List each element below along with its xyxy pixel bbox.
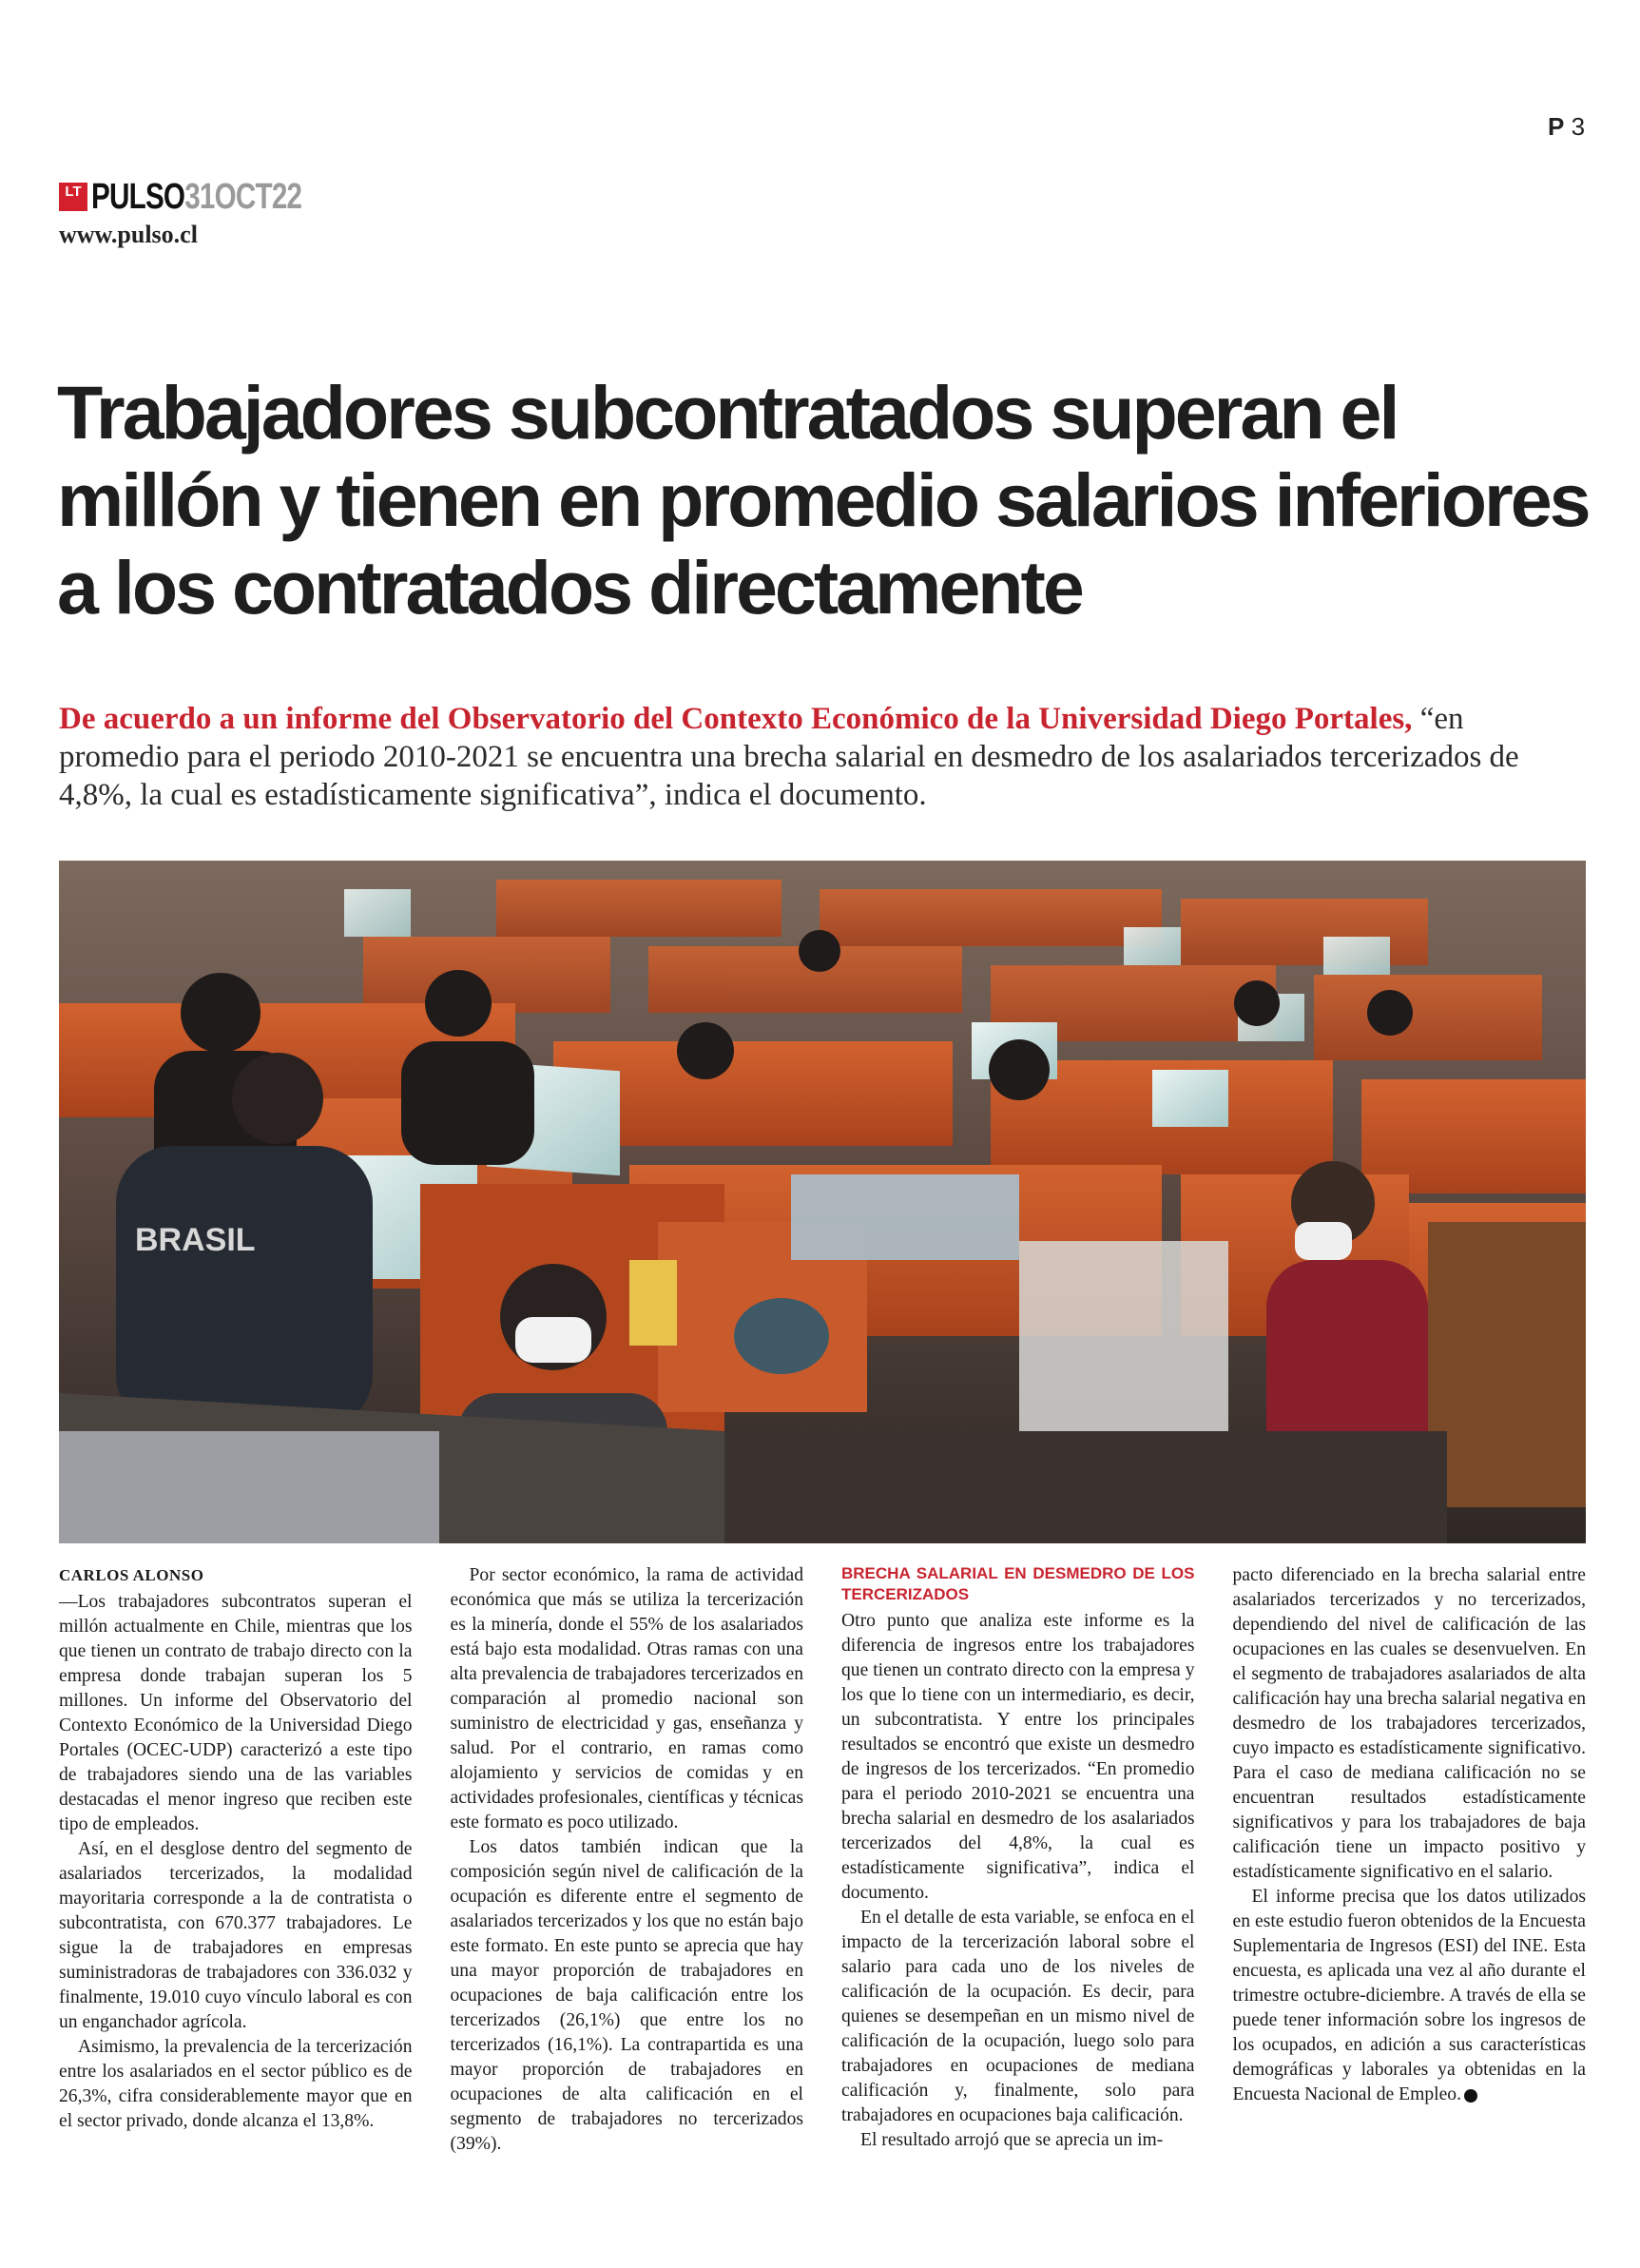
paragraph: Los datos también indican que la composición según nivel de calificación de la ocupación es diferente entre el segmento de asalariados tercerizados y los que no están bajo este formato. En este punto se aprecia que hay una mayor proporción de trabajadores en ocupaciones de baja calificación entre los tercerizados (26,1%) que entre los no tercerizados (16,1%). La contrapartida es una mayor proporción de trabajadores en ocupaciones de alta calificación en el segmento de trabajadores no tercerizados (39%). [450, 1837, 803, 2154]
column-3 [841, 1563, 1195, 2157]
end-mark-icon: P [1464, 2089, 1477, 2103]
column-1 [59, 1563, 413, 2157]
paragraph: pacto diferenciado en la brecha salarial entre asalariados tercerizados y no tercerizados, dependiendo del nivel de calificación de las ocupaciones en las cuales se desenvuelven. En el segmento de trabajadores asalariados de alta calificación hay una brecha salarial negativa en desmedro de los trabajadores tercerizados, cuyo impacto es estadísticamente significativo. Para el caso de mediana calificación no se encuentran resultados estadísticamente significativos y para los trabajadores de baja calificación tiene un impacto positivo y estadísticamente significativo en el salario. [1232, 1565, 1586, 1882]
shirt-text: BRASIL [135, 1222, 256, 1258]
column-2 [451, 1563, 804, 2157]
page-number: P 3 [1548, 112, 1586, 141]
deck-rest: “en promedio para el periodo 2010-2021 se encuentra una brecha salarial en desmedro de los asalariados tercerizados de 4,8%, la cual es estadísticamente significativa”, indica el documento. [59, 702, 1519, 812]
paragraph: —Los trabajadores subcontratos superan el millón actualmente en Chile, mientras que los que tienen un contrato de trabajo directo con la empresa donde trabajan superan los 5 millones. Un informe del Observatorio del Contexto Económico de la Universidad Diego Portales (OCEC-UDP) caracterizó a este tipo de trabajadores siendo una de las variables destacadas el menor ingreso que reciben este tipo de empleados. [59, 1592, 413, 1834]
byline: CARLOS ALONSO [59, 1566, 204, 1584]
deck [59, 700, 1590, 814]
edition-date: 31OCT22 [184, 176, 302, 217]
paragraph: Así, en el desglose dentro del segmento de asalariados tercerizados, la modalidad mayoritaria corresponde a la de contratista o subcontratista, con 670.377 trabajadores. Le sigue la de trabajadores en empresas suministradoras de trabajadores con 336.032 y finalmente, 19.010 cuyo vínculo laboral es con un enganchador agrícola. [59, 1839, 413, 2032]
paragraph: Asimismo, la prevalencia de la tercerización entre los asalariados en el sector público es de 26,3%, cifra considerablemente mayor que en el sector privado, donde alcanza el 13,8%. [59, 2037, 413, 2131]
paragraph: Por sector económico, la rama de actividad económica que más se utiliza la tercerización es la minería, donde el 55% de los asalariados está bajo esta modalidad. Otras ramas con una alta prevalencia de trabajadores tercerizados en comparación al promedio nacional son suministro de electricidad y gas, enseñanza y salud. Por el contrario, en ramas como alojamiento y servicios de comidas y en actividades profesionales, científicas y técnicas este formato es poco utilizado. [450, 1565, 803, 1832]
masthead [59, 176, 361, 217]
subhead: BRECHA SALARIAL EN DESMEDRO DE LOS TERCERIZADOS [841, 1564, 1195, 1603]
headline: Trabajadores subcontratados superan el millón y tienen en promedio salarios inferiores a los contratados directamente [57, 370, 1589, 630]
paragraph: Otro punto que analiza este informe es la diferencia de ingresos entre los trabajadores que tienen un contrato directo con la empresa y los que lo tiene con un intermediario, es decir, un subcontratista. Y entre los principales resultados se encontró que existe un desmedro de ingresos de los tercerizados. “En promedio para el periodo 2010-2021 se encuentra una brecha salarial en desmedro de los asalariados tercerizados del 4,8%, la cual es estadísticamente significativa”, indica el documento. [841, 1611, 1195, 1903]
website-url[interactable]: www.pulso.cl [59, 221, 198, 248]
paragraph: El informe precisa que los datos utilizados en este estudio fueron obtenidos de la Encuesta Suplementaria de Ingresos (ESI) del INE. Esta encuesta, es aplicada una vez al año durante el trimestre octubre-diciembre. A través de ella se puede tener información sobre los ingresos de los ocupados, en adición a sus características demográficas y laborales ya obtenidas en la Encuesta Nacional de Empleo. P [1232, 1887, 1586, 2104]
lt-logo: LT [59, 183, 87, 211]
deck-lead: De acuerdo a un informe del Observatorio del Contexto Económico de la Universidad Diego Portales, [59, 702, 1413, 736]
pulso-brand: PULSO31OCT22 [91, 176, 302, 217]
paragraph: En el detalle de esta variable, se enfoca en el impacto de la tercerización laboral sobre el salario para cada uno de los niveles de calificación de la ocupación. Es decir, para quienes se desempeñan en un mismo nivel de calificación de la ocupación, luego solo para trabajadores en ocupaciones de mediana calificación y, finalmente, solo para trabajadores en ocupaciones baja calificación. [841, 1908, 1195, 2125]
article-body [59, 1563, 1586, 2157]
article-photo [59, 861, 1586, 1543]
paragraph: El resultado arrojó que se aprecia un im- [860, 2130, 1164, 2150]
column-4 [1233, 1563, 1587, 2157]
